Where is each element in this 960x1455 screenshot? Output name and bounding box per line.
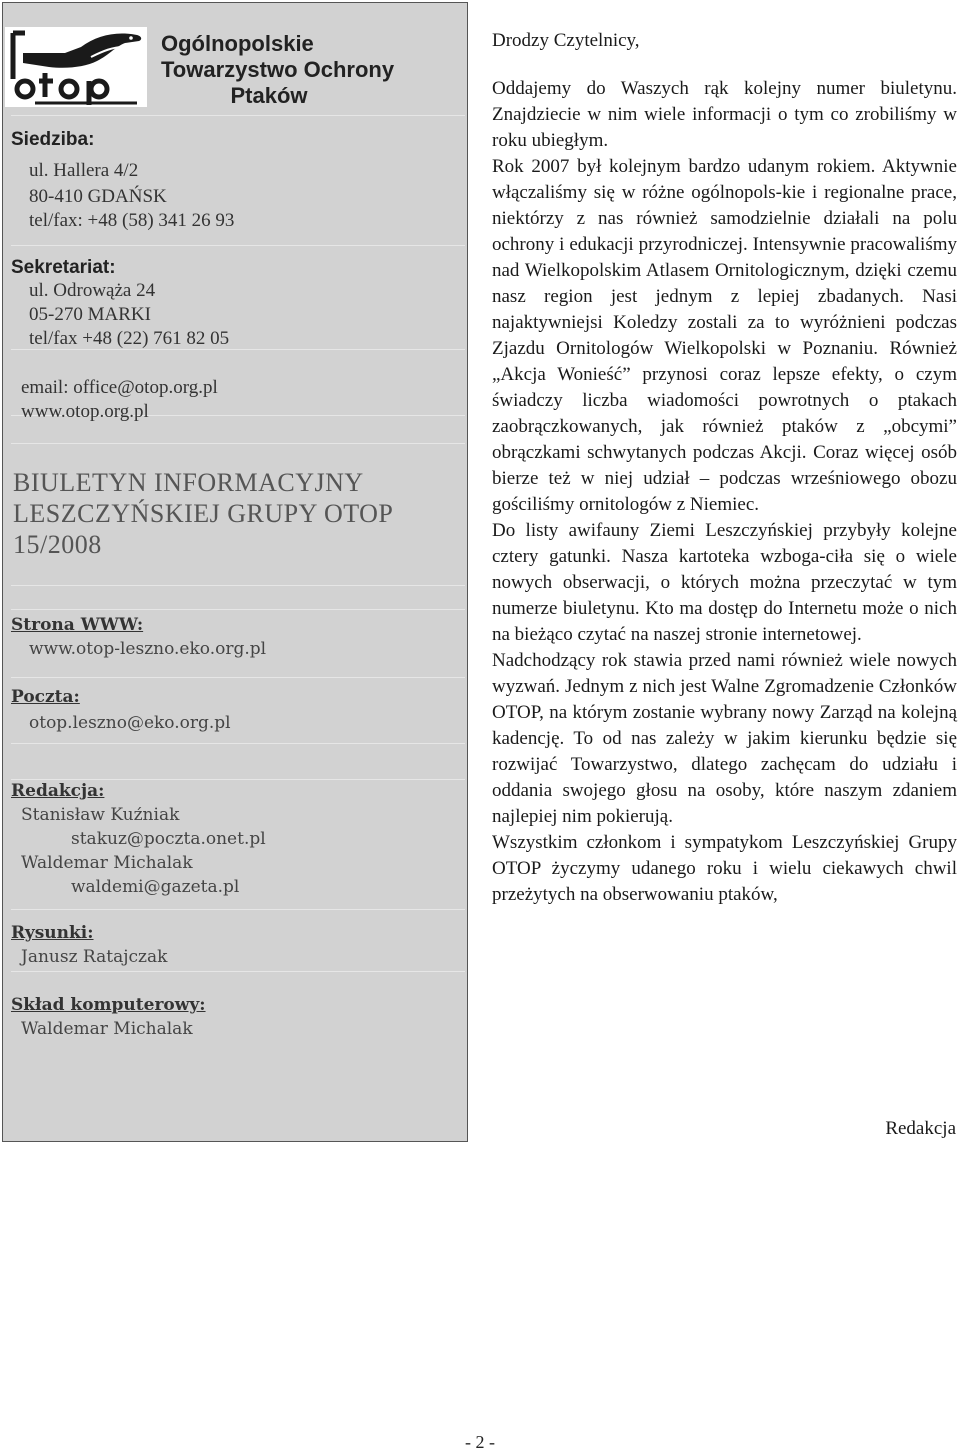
bulletin-title: [13, 467, 393, 560]
divider: [11, 443, 465, 444]
letter-paragraph: Do listy awifauny Ziemi Leszczyńskiej przybyły kolejne cztery gatunki. Nasza kartoteka wzboga-ciła się o wiele nowych obserwacji, o których można przeczytać w tym numerze biuletynu. Kto ma dostęp do Internetu może o nich na bieżąco czytać na naszej stronie internetowej.: [492, 520, 957, 645]
divider: [11, 971, 465, 972]
divider: [11, 743, 465, 744]
divider: [11, 585, 465, 586]
headquarters-phone: tel/fax: +48 (58) 341 26 93: [29, 210, 235, 231]
typesetting-label: Skład komputerowy:: [11, 995, 206, 1015]
divider: [11, 677, 465, 678]
letter-paragraph: Rok 2007 był kolejnym bardzo udanym rokiem. Aktywnie włączaliśmy się w różne ogólnopols-kie i regionalne prace, niektórzy z nas również samodzielnie działali na polu ochrony i edukacji przyrodniczej. Intensywnie pracowaliśmy nad Wielkopolskim Atlasem Ornitologicznym, dzięki czemu nasz region jest jednym z lepiej zbadanych. Nasi najaktywniejsi Koledzy zostali za to wyróżnieni podczas Zjazdu Ornitologów Wielkopolski w Poznaniu. Również „Akcja Wonieść” przynosi coraz lepsze efekty, o czym świadczy liczba wiadomości powrotnych o ptakach zaobrączkowanych, jak również ptaków z „obcymi” obrączkami schwytanych podczas Akcji. Coraz więcej osób bierze też w niej udział – podczas wrześniowego obozu gościliśmy ornitologów z Niemiec.: [492, 156, 957, 515]
contact-website[interactable]: www.otop.org.pl: [21, 401, 149, 422]
letter-paragraph: Oddajemy do Waszych rąk kolejny numer biuletynu. Znajdziecie w nim wiele informacji o tym co zrobiliśmy w roku ubiegłym.: [492, 78, 957, 151]
editor-email[interactable]: waldemi@gazeta.pl: [71, 877, 240, 897]
editor-name: Waldemar Michalak: [21, 853, 193, 873]
divider: [11, 115, 465, 116]
secretariat-label: Sekretariat:: [11, 257, 116, 278]
drawings-label: Rysunki:: [11, 923, 94, 943]
editorial-letter: [492, 28, 957, 908]
bird-logo-icon: [5, 27, 147, 107]
contact-email[interactable]: email: office@otop.org.pl: [21, 377, 218, 398]
headquarters-street: ul. Hallera 4/2: [29, 160, 139, 181]
typesetting-author: Waldemar Michalak: [21, 1019, 193, 1039]
page-number: - 2 -: [465, 1432, 495, 1452]
secretariat-city: 05-270 MARKI: [29, 304, 151, 325]
drawings-author: Janusz Ratajczak: [21, 947, 168, 967]
editors-label: Redakcja:: [11, 781, 105, 801]
otop-logo: [5, 27, 147, 107]
secretariat-street: ul. Odrowąża 24: [29, 280, 156, 301]
letter-paragraph: Wszystkim członkom i sympatykom Leszczyńskiej Grupy OTOP życzymy udanego roku i wielu ciekawych chwil przeżytych na obserwowaniu ptaków,: [492, 832, 957, 905]
letter-signature: Redakcja: [885, 1118, 956, 1139]
letter-greeting: Drodzy Czytelnicy,: [492, 30, 640, 51]
bulletin-title-line: LESZCZYŃSKIEJ GRUPY OTOP: [13, 499, 394, 528]
org-name-line: Ptaków: [230, 83, 308, 108]
bulletin-title-line: BIULETYN INFORMACYJNY: [13, 468, 364, 497]
divider: [11, 779, 465, 780]
editor-name: Stanisław Kuźniak: [21, 805, 180, 825]
divider: [11, 909, 465, 910]
headquarters-city: 80-410 GDAŃSK: [29, 186, 167, 207]
headquarters-label: Siedziba:: [11, 129, 95, 150]
divider: [11, 609, 465, 610]
org-name-line: Ogólnopolskie: [161, 31, 314, 56]
mail-label: Poczta:: [11, 687, 80, 707]
editor-email[interactable]: stakuz@poczta.onet.pl: [71, 829, 266, 849]
org-name-line: Towarzystwo Ochrony: [161, 57, 395, 82]
divider: [11, 245, 465, 246]
website-link[interactable]: www.otop-leszno.eko.org.pl: [29, 639, 267, 659]
info-sidebar: [2, 2, 468, 1142]
letter-paragraph: Nadchodzący rok stawia przed nami również wiele nowych wyzwań. Jednym z nich jest Walne Zgromadzenie Członków OTOP, na którym zostanie wybrany nowy Zarząd na kolejną kadencję. To od nas zależy w jakim kierunku będzie się rozwijać Towarzystwo, dlatego zachęcam do udziału i oddania swojego głosu na osoby, które naszym zdaniem najlepiej nim pokierują.: [492, 650, 957, 827]
website-label: Strona WWW:: [11, 615, 144, 635]
bulletin-issue: 15/2008: [13, 530, 102, 559]
secretariat-phone: tel/fax +48 (22) 761 82 05: [29, 328, 230, 349]
mail-link[interactable]: otop.leszno@eko.org.pl: [29, 713, 231, 733]
organization-name: [161, 31, 461, 109]
